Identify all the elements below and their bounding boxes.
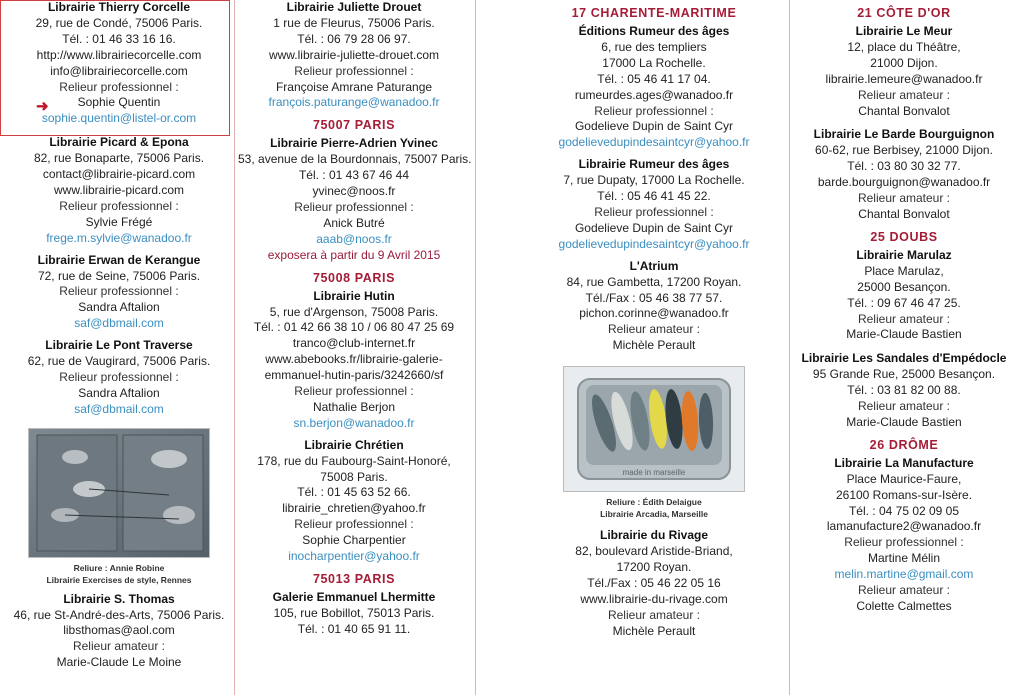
binder-name: Sandra Aftalion	[78, 385, 160, 400]
shop-name: Librairie Les Sandales d'Empédocle	[801, 351, 1007, 366]
listing-manufacture	[792, 456, 1016, 615]
binder-role: Relieur professionnel :	[294, 199, 414, 214]
bookbinding-photo	[28, 428, 210, 558]
email[interactable]: rumeurdes.ages@wanadoo.fr	[574, 87, 734, 102]
website[interactable]: http://www.librairiecorcelle.com	[36, 47, 202, 62]
binder-email[interactable]: godelievedupindesaintcyr@yahoo.fr	[558, 135, 750, 150]
shop-name: Librairie Le Pont Traverse	[45, 338, 193, 353]
email[interactable]: yvinec@noos.fr	[312, 184, 396, 199]
binder-role: Relieur amateur :	[72, 639, 166, 654]
binder-role: Relieur professionnel :	[59, 284, 179, 299]
listing-thomas	[8, 592, 230, 672]
binder-email[interactable]: melin.martine@gmail.com	[834, 567, 974, 582]
email[interactable]: tranco@club-internet.fr	[292, 336, 416, 351]
listing-barde	[792, 127, 1016, 222]
photo-caption-shop: Librairie Exercises de style, Rennes	[46, 574, 192, 585]
shop-name: Librairie Erwan de Kerangue	[37, 252, 201, 267]
binder-role: Relieur amateur :	[857, 87, 951, 102]
binder-name: Martine Mélin	[867, 551, 941, 566]
binder-email[interactable]: inocharpentier@yahoo.fr	[288, 549, 420, 564]
listing-le-meur	[792, 24, 1016, 119]
binder-name: Marie-Claude Bastien	[846, 414, 962, 429]
binder-role-amateur: Relieur amateur :	[857, 583, 951, 598]
listing-drouet	[238, 0, 470, 111]
binder-role: Relieur professionnel :	[294, 384, 414, 399]
listing-chretien	[238, 438, 470, 565]
binder-email[interactable]: godelievedupindesaintcyr@yahoo.fr	[558, 236, 750, 251]
email[interactable]: librairie.lemeure@wanadoo.fr	[825, 71, 983, 86]
region-heading-17: 17 CHARENTE-MARITIME	[571, 6, 737, 20]
phone: Tél. : 03 81 82 00 88.	[847, 383, 961, 398]
binder-email[interactable]: aaab@noos.fr	[316, 231, 392, 246]
column-1	[8, 0, 230, 695]
listing-rumeur-librairie	[546, 157, 762, 252]
shop-name: Librairie du Rivage	[599, 528, 709, 543]
phone: Tél. : 04 75 02 09 05	[848, 503, 960, 518]
column-separator	[789, 0, 790, 695]
phone: Tél. : 01 45 63 52 66.	[297, 485, 411, 500]
address: 29, rue de Condé, 75006 Paris.	[35, 15, 203, 30]
binder-email[interactable]: sophie.quentin@listel-or.com	[41, 111, 197, 126]
address: 84, rue Gambetta, 17200 Royan.	[566, 274, 742, 289]
binder-role: Relieur amateur :	[607, 607, 701, 622]
address: 62, rue de Vaugirard, 75006 Paris.	[27, 354, 211, 369]
binder-role: Relieur professionnel :	[594, 103, 714, 118]
phone: Tél. : 01 46 33 16 16.	[62, 31, 176, 46]
tin-label: made in marseille	[622, 468, 686, 478]
address-line-2: 75008 Paris.	[320, 469, 388, 484]
column-separator	[475, 0, 476, 695]
binder-role: Relieur professionnel :	[59, 79, 179, 94]
shop-name: Librairie Thierry Corcelle	[47, 0, 191, 14]
shop-name: Librairie Pierre-Adrien Yvinec	[270, 136, 438, 151]
region-heading-75013: 75013 PARIS	[312, 572, 396, 586]
shop-name: Librairie Chrétien	[304, 437, 404, 452]
sardine-tin-image	[564, 367, 744, 491]
shop-name: Librairie Rumeur des âges	[578, 157, 730, 172]
region-heading-75008: 75008 PARIS	[312, 270, 396, 285]
listing-picard	[8, 135, 230, 246]
shop-name: Galerie Emmanuel Lhermitte	[272, 590, 436, 604]
binder-role: Relieur amateur :	[607, 322, 701, 337]
binder-email[interactable]: saf@dbmail.com	[74, 316, 164, 331]
region-heading-26: 26 DRÔME	[869, 437, 939, 452]
listing-sandales	[792, 351, 1016, 431]
binder-name: Chantal Bonvalot	[858, 103, 950, 118]
address: 95 Grande Rue, 25000 Besançon.	[812, 367, 996, 382]
shop-name: Librairie Marulaz	[856, 247, 952, 262]
address: 5, rue d'Argenson, 75008 Paris.	[269, 304, 439, 319]
shop-name: Librairie Hutin	[313, 288, 395, 303]
binder-role: Relieur amateur :	[857, 399, 951, 414]
shop-name: Librairie Picard & Epona	[49, 135, 189, 150]
email[interactable]: lamanufacture2@wanadoo.fr	[826, 519, 982, 534]
region-heading-21: 21 CÔTE D'OR	[857, 6, 951, 20]
email[interactable]: info@librairiecorcelle.com	[50, 63, 188, 78]
binder-name: Godelieve Dupin de Saint Cyr	[574, 220, 734, 235]
binder-role: Relieur professionnel :	[294, 63, 414, 78]
binder-name: Sylvie Frégé	[85, 214, 153, 229]
phone: Tél. : 01 42 66 38 10 / 06 80 47 25 69	[253, 320, 455, 335]
phone: Tél. : 01 40 65 91 11.	[297, 621, 411, 636]
listing-rumeur-editions	[546, 24, 762, 151]
phone: Tél./Fax : 05 46 38 77 57.	[585, 290, 723, 305]
address-line-1: Place Marulaz,	[864, 263, 944, 278]
address: 82, rue Bonaparte, 75006 Paris.	[33, 151, 205, 166]
column-2	[238, 0, 470, 695]
phone: Tél. : 06 79 28 06 97.	[297, 31, 411, 46]
shop-name: Librairie S. Thomas	[63, 591, 175, 606]
photo-caption-shop: Librairie Arcadia, Marseille	[600, 509, 708, 520]
binder-name: Sophie Charpentier	[302, 533, 406, 548]
email[interactable]: librairie_chretien@yahoo.fr	[282, 501, 426, 516]
shop-name: Librairie La Manufacture	[834, 455, 974, 470]
region-heading-25: 25 DOUBS	[870, 229, 938, 244]
binder-name: Marie-Claude Le Moine	[56, 655, 182, 670]
binder-name: Sandra Aftalion	[78, 300, 160, 315]
photo-caption-binder: Reliure : Édith Delaigue	[606, 497, 702, 508]
website[interactable]: www.librairie-picard.com	[53, 182, 185, 197]
shop-name: Librairie Le Meur	[855, 24, 953, 38]
column-3	[546, 0, 762, 695]
address: 105, rue Bobillot, 75013 Paris.	[273, 605, 435, 620]
phone: Tél. : 05 46 41 17 04.	[597, 71, 711, 86]
binder-role: Relieur professionnel :	[294, 517, 414, 532]
binder-name: Françoise Amrane Paturange	[275, 79, 433, 94]
listing-rivage	[546, 528, 762, 639]
address: 46, rue St-André-des-Arts, 75006 Paris.	[13, 607, 225, 622]
binder-role: Relieur professionnel :	[59, 198, 179, 213]
address-line-1: 178, rue du Faubourg-Saint-Honoré,	[257, 453, 451, 468]
binder-name: Chantal Bonvalot	[858, 206, 950, 221]
column-separator	[234, 0, 235, 695]
address-line-2: 26100 Romans-sur-Isère.	[835, 487, 973, 502]
binder-name: Michèle Perault	[612, 338, 696, 353]
website-line-2[interactable]: emmanuel-hutin-paris/3242660/sf	[264, 368, 444, 383]
listing-kerangue	[8, 253, 230, 333]
address-line-1: 6, rue des templiers	[601, 39, 707, 54]
phone: Tél. : 03 80 30 32 77.	[847, 159, 961, 174]
email[interactable]: pichon.corinne@wanadoo.fr	[579, 306, 729, 321]
binder-email[interactable]: sn.berjon@wanadoo.fr	[293, 415, 415, 430]
address: 7, rue Dupaty, 17000 La Rochelle.	[563, 173, 745, 188]
binder-name: Anick Butré	[323, 215, 385, 230]
email[interactable]: libsthomas@aol.com	[63, 623, 175, 638]
website[interactable]: www.librairie-juliette-drouet.com	[268, 47, 440, 62]
phone: Tél. : 09 67 46 47 25.	[847, 295, 961, 310]
phone: Tél. : 01 43 67 46 44	[298, 168, 410, 183]
email[interactable]: contact@librairie-picard.com	[42, 167, 196, 182]
listing-lhermitte	[238, 590, 470, 638]
binder-name-amateur: Colette Calmettes	[856, 599, 952, 613]
binder-role: Relieur amateur :	[857, 191, 951, 206]
sardine-tin-photo	[563, 366, 745, 492]
arrow-right-icon: ➜	[36, 98, 49, 115]
shop-name: L'Atrium	[629, 258, 679, 273]
listing-pont-traverse	[8, 338, 230, 418]
address-line-1: Place Maurice-Faure,	[846, 471, 962, 486]
address-line-2: 17000 La Rochelle.	[602, 55, 706, 70]
website[interactable]: www.librairie-du-rivage.com	[580, 591, 728, 606]
address: 72, rue de Seine, 75006 Paris.	[37, 268, 201, 283]
address-line-2: 21000 Dijon.	[870, 55, 938, 70]
binder-role: Relieur professionnel :	[594, 204, 714, 219]
binder-role: Relieur professionnel :	[59, 369, 179, 384]
address-line-1: 12, place du Théâtre,	[847, 39, 961, 54]
column-4	[792, 0, 1016, 695]
binder-name: Sophie Quentin	[77, 95, 161, 110]
address-line-2: 17200 Royan.	[616, 559, 692, 574]
photo-caption-binder: Reliure : Annie Robine	[73, 562, 165, 573]
address-line-2: 25000 Besançon.	[857, 279, 951, 294]
email[interactable]: barde.bourguignon@wanadoo.fr	[817, 175, 991, 190]
listing-hutin	[238, 289, 470, 432]
listing-atrium	[546, 259, 762, 354]
binder-email[interactable]: françois.paturange@wanadoo.fr	[268, 95, 440, 110]
listing-yvinec	[238, 136, 470, 263]
binder-name: Nathalie Berjon	[312, 399, 396, 414]
binder-name: Godelieve Dupin de Saint Cyr	[574, 119, 734, 134]
address: 53, avenue de la Bourdonnais, 75007 Paris.	[238, 152, 472, 167]
phone: Tél./Fax : 05 46 22 05 16	[587, 575, 721, 590]
binder-email[interactable]: frege.m.sylvie@wanadoo.fr	[46, 230, 192, 245]
shop-name: Librairie Le Barde Bourguignon	[813, 127, 995, 142]
phone: Tél. : 05 46 41 45 22.	[597, 189, 711, 204]
exhibition-note: exposera à partir du 9 Avril 2015	[267, 247, 441, 262]
address: 1 rue de Fleurus, 75006 Paris.	[273, 15, 435, 30]
listing-corcelle	[8, 0, 230, 127]
shop-name: Éditions Rumeur des âges	[578, 24, 730, 38]
address-line-1: 82, boulevard Aristide-Briand,	[575, 544, 733, 559]
binder-role: Relieur amateur :	[857, 311, 951, 326]
shop-name: Librairie Juliette Drouet	[286, 0, 422, 14]
region-heading-75007: 75007 PARIS	[312, 118, 396, 133]
address: 60-62, rue Berbisey, 21000 Dijon.	[815, 143, 993, 158]
binder-role: Relieur professionnel :	[844, 535, 964, 550]
binder-email[interactable]: saf@dbmail.com	[74, 401, 164, 416]
website-line-1[interactable]: www.abebooks.fr/librairie-galerie-	[265, 352, 443, 367]
binder-name: Michèle Perault	[612, 623, 696, 638]
stone-book-image	[29, 429, 209, 557]
listing-marulaz	[792, 248, 1016, 343]
binder-name: Marie-Claude Bastien	[846, 327, 962, 342]
